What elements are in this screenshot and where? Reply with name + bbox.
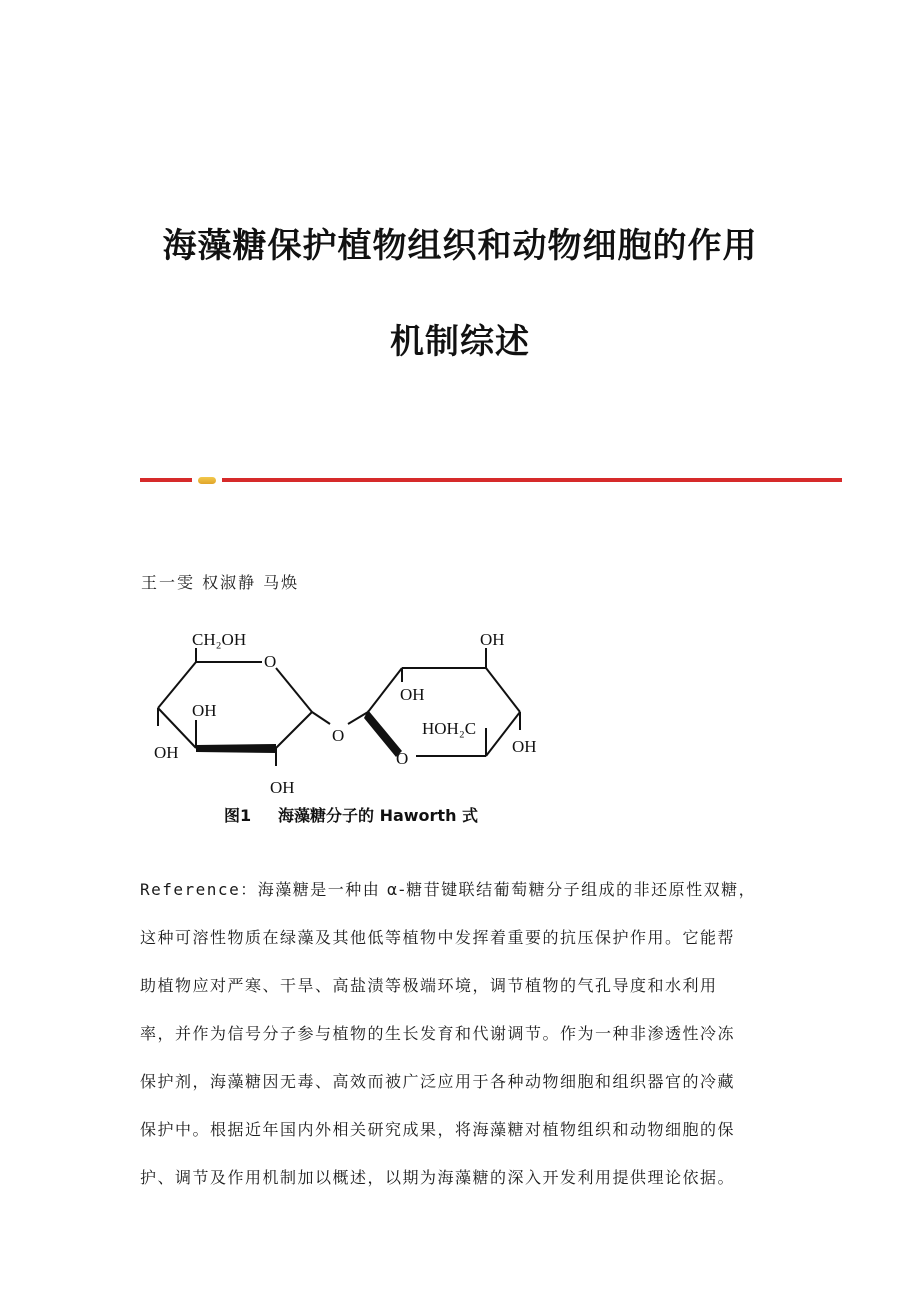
haworth-structure-diagram <box>140 618 560 838</box>
abstract-line <box>140 866 780 914</box>
page-title: 海藻糖保护植物组织和动物细胞的作用 <box>162 226 758 266</box>
abstract-label: Reference： <box>140 880 258 899</box>
abstract-line: 护、调节及作用机制加以概述，以期为海藻糖的深入开发利用提供理论依据。 <box>140 1168 736 1187</box>
oh-right-edge: OH <box>512 737 537 756</box>
oh-left-mid: OH <box>192 701 217 720</box>
abstract-line: 率，并作为信号分子参与植物的生长发育和代谢调节。作为一种非渗透性冷冻 <box>140 1024 736 1043</box>
ring-oxygen-left: O <box>264 652 277 671</box>
ch2oh-label: CH₂OH <box>192 630 247 649</box>
left-ring-front-edge <box>196 744 276 753</box>
ring-oxygen-right: O <box>396 749 409 768</box>
page-title-continued: 机制综述 <box>390 322 530 362</box>
glycosidic-oxygen: O <box>332 726 345 745</box>
abstract-line: 助植物应对严寒、干旱、高盐渍等极端环境，调节植物的气孔导度和水利用 <box>140 976 718 995</box>
oh-right-top: OH <box>480 630 505 649</box>
figure-caption-text: 海藻糖分子的 Haworth 式 <box>278 806 479 825</box>
oh-left-edge: OH <box>154 743 179 762</box>
figure-caption-number: 图1 <box>224 806 252 825</box>
title-divider-left <box>140 478 192 482</box>
trehalose-haworth-figure <box>140 618 560 838</box>
author-list: 王一雯 权淑静 马焕 <box>141 573 300 592</box>
oh-left-bottom: OH <box>270 778 295 797</box>
oh-right-inner: OH <box>400 685 425 704</box>
abstract-text: 海藻糖是一种由 α-糖苷键联结葡萄糖分子组成的非还原性双糖， <box>257 880 757 899</box>
divider-ornament-icon <box>198 477 216 484</box>
hoh2c-label: HOH₂C <box>422 719 477 738</box>
abstract-line: 保护中。根据近年国内外相关研究成果，将海藻糖对植物组织和动物细胞的保 <box>140 1120 736 1139</box>
abstract <box>140 866 780 1202</box>
abstract-line: 这种可溶性物质在绿藻及其他低等植物中发挥着重要的抗压保护作用。它能帮 <box>140 928 736 947</box>
title-divider-right <box>222 478 842 482</box>
right-glucose-ring <box>348 648 520 756</box>
abstract-line: 保护剂，海藻糖因无毒、高效而被广泛应用于各种动物细胞和组织器官的冷藏 <box>140 1072 736 1091</box>
